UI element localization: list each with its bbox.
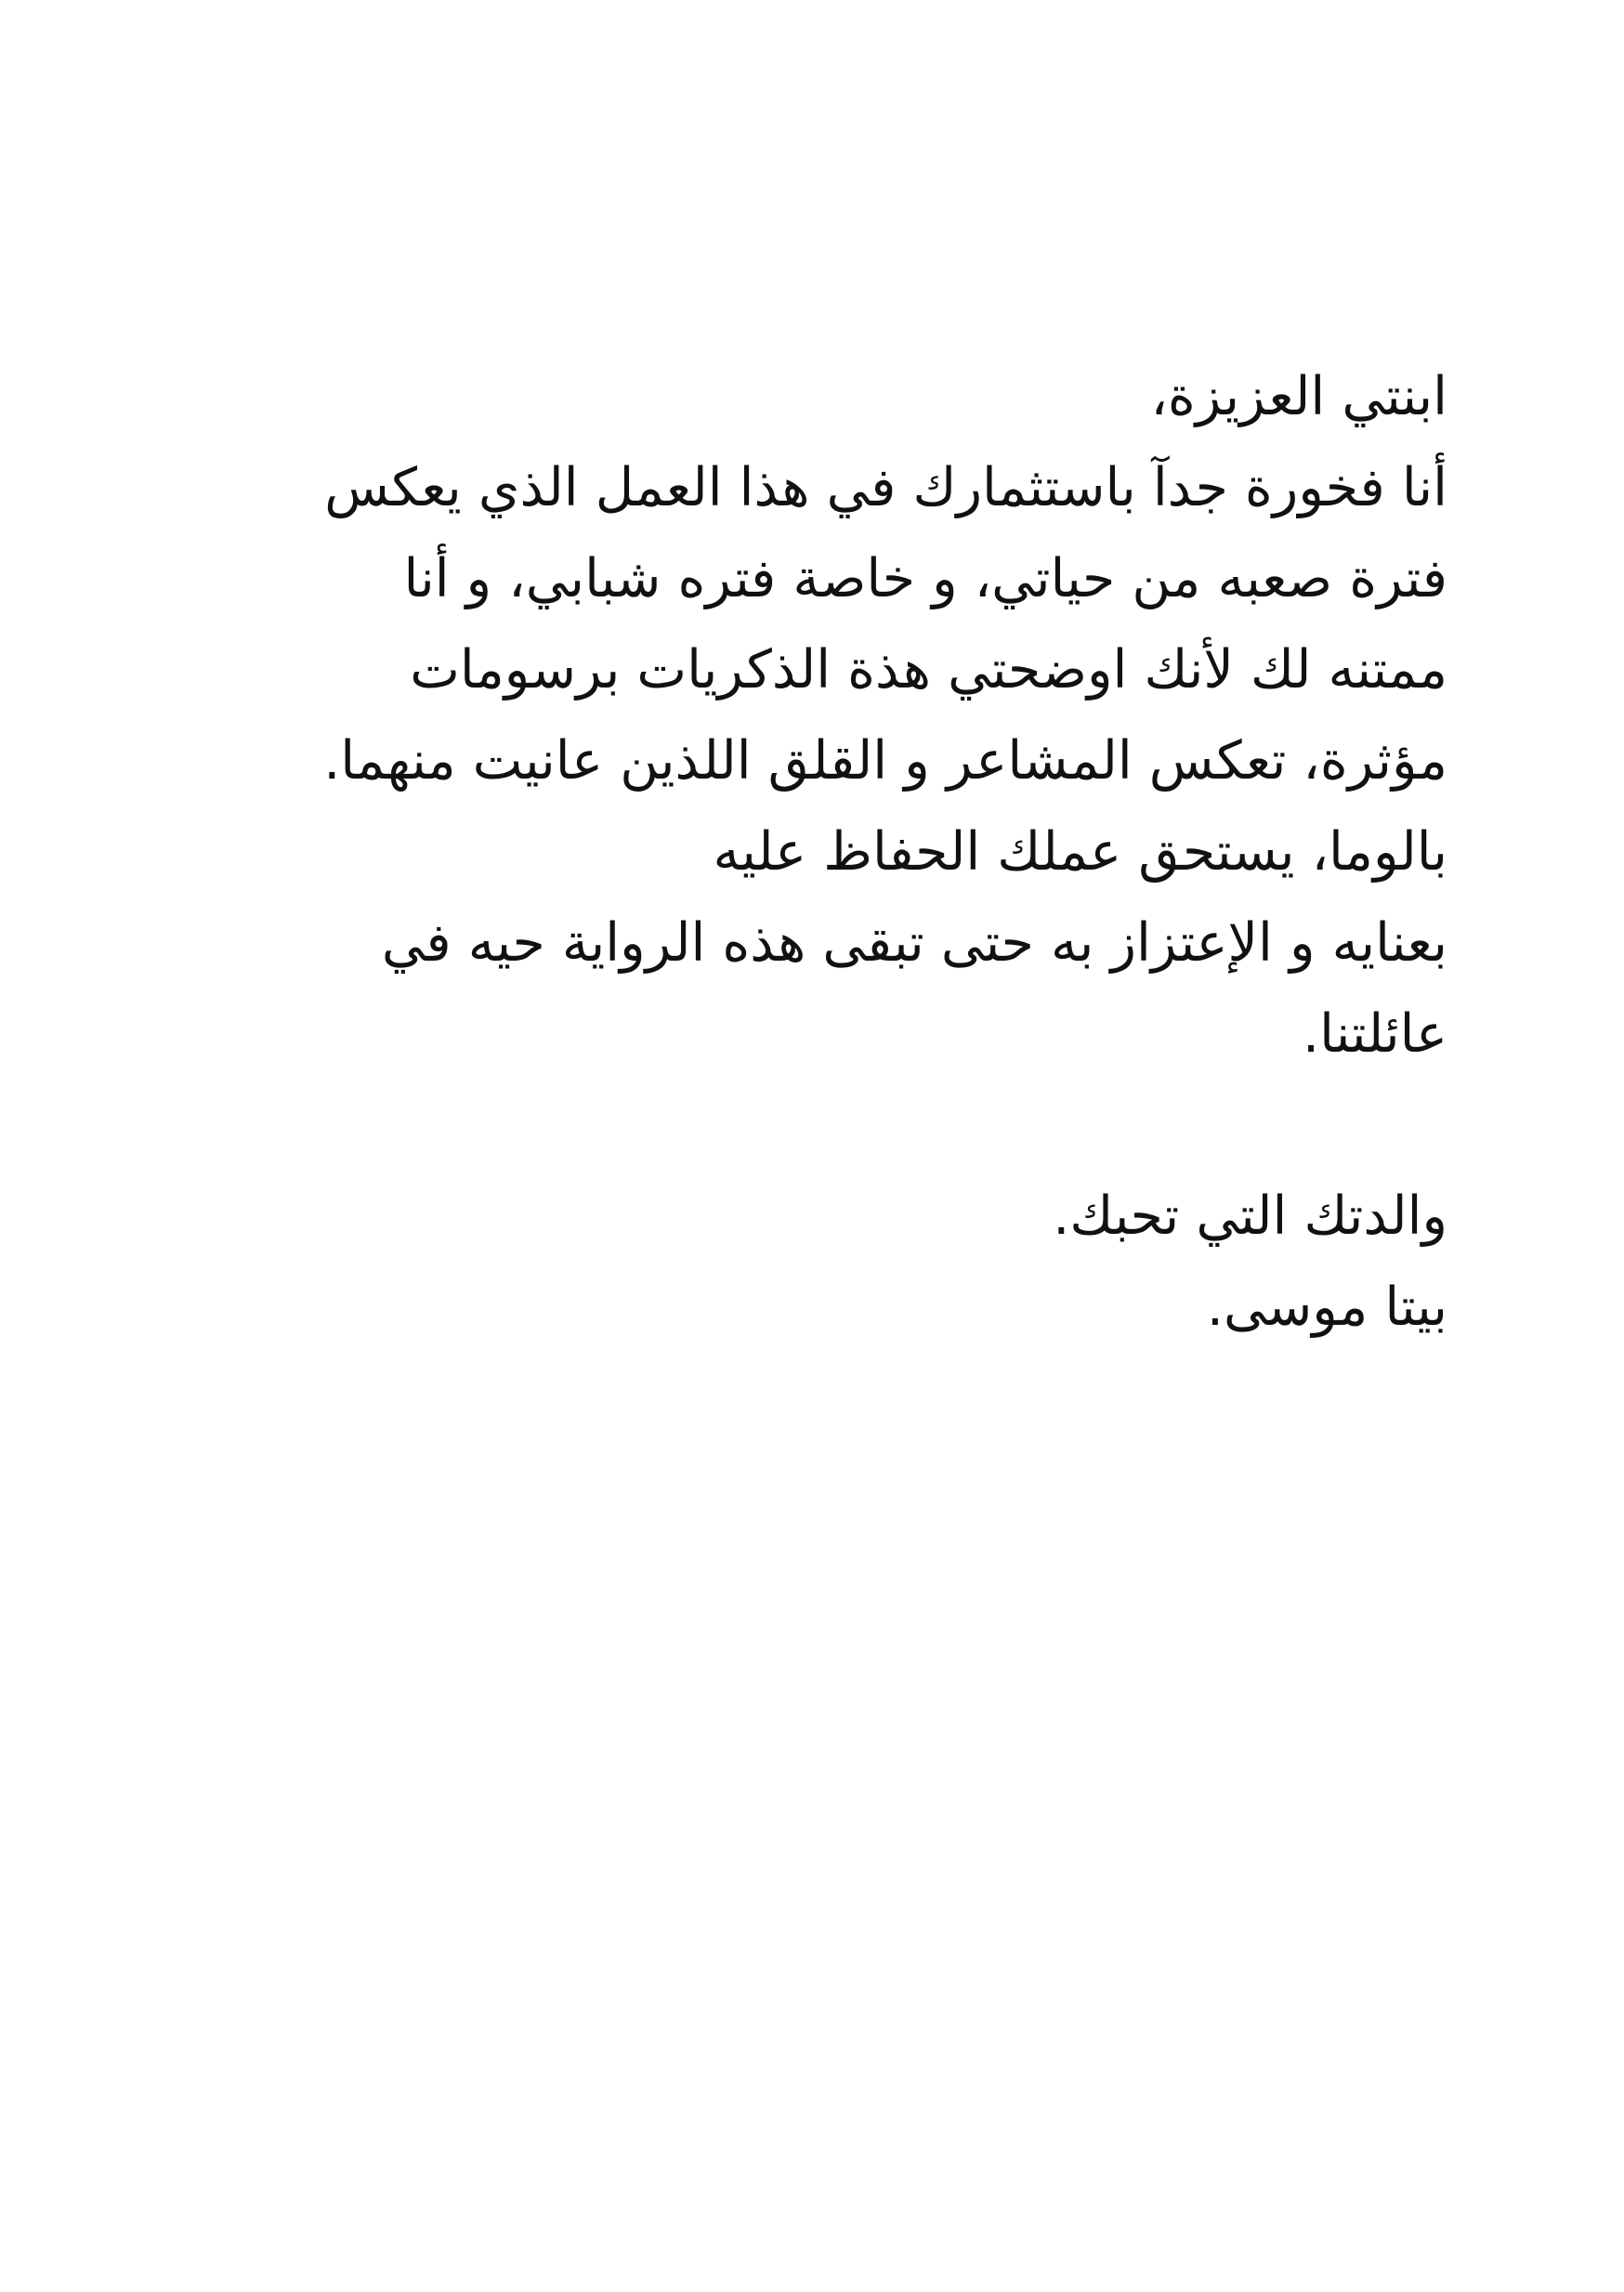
letter-body-line-5: بالوما، يستحق عملك الحفاظ عليه: [713, 821, 1447, 883]
letter-body-line-4: مؤثرة، تعكس المشاعر و القلق اللذين عانيت منهما.: [323, 730, 1447, 792]
letter-body-line-6: بعنايه و الإعتزاز به حتى تبقى هذه الرواية حيه في: [381, 912, 1447, 974]
letter-closing: والدتك التي تحبك.: [1053, 1185, 1447, 1247]
letter-body-line-3: ممتنه لك لأنك اوضحتي هذة الذكريات برسومات: [410, 639, 1447, 701]
letter-body-line-7: عائلتنا.: [1303, 1003, 1447, 1065]
letter-body-line-2: فترة صعبه من حياتي، و خاصة فتره شبابي، و أنا: [403, 548, 1447, 609]
paragraph-gap: [221, 1080, 1447, 1171]
letter-greeting: ابنتي العزيزة،: [1150, 366, 1447, 427]
letter-text: [221, 351, 1447, 1353]
letter-body-line-1: أنا فخورة جدآ باستثمارك في هذا العمل الذي يعكس: [324, 457, 1447, 518]
letter-signature: بيتا موسى.: [1206, 1277, 1447, 1338]
